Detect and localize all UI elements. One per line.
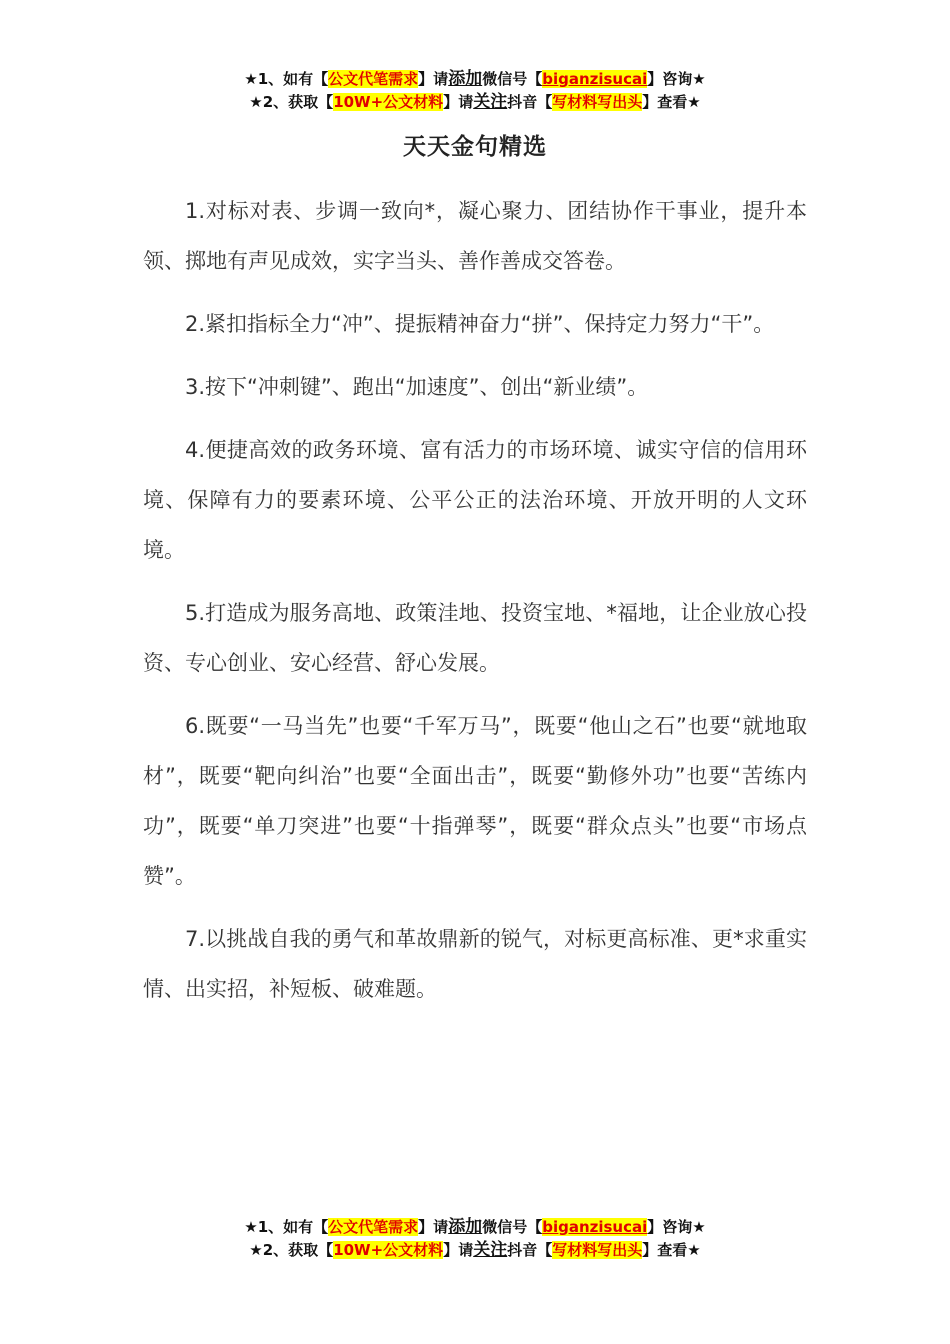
- emphasis-follow: 关注: [473, 92, 508, 112]
- highlight-materials: 10W+公文材料: [333, 1241, 444, 1259]
- paragraph-5: 5.打造成为服务高地、政策洼地、投资宝地、*福地，让企业放心投资、专心创业、安心经营、舒心发展。: [143, 601, 807, 675]
- wechat-id-link[interactable]: biganzisucai: [542, 70, 648, 88]
- banner-line-1: ★1、如有【公文代笔需求】请添加微信号【biganzisucai】咨询★: [244, 69, 706, 89]
- banner-line-1: ★1、如有【公文代笔需求】请添加微信号【biganzisucai】咨询★: [244, 1217, 706, 1237]
- highlight-service: 公文代笔需求: [328, 1218, 419, 1236]
- emphasis-follow: 关注: [473, 1240, 508, 1260]
- paragraph-4: 4.便捷高效的政务环境、富有活力的市场环境、诚实守信的信用环境、保障有力的要素环境、公平公正的法治环境、开放开明的人文环境。: [143, 438, 807, 562]
- banner-line-2: ★2、获取【10W+公文材料】请关注抖音【写材料写出头】查看★: [249, 92, 701, 112]
- emphasis-add: 添加: [448, 69, 483, 89]
- document-body: [143, 186, 807, 1027]
- douyin-account: 写材料写出头: [552, 93, 643, 111]
- paragraph-6: 6.既要“一马当先”也要“千军万马”，既要“他山之石”也要“就地取材”，既要“靶向纠治”也要“全面出击”，既要“勤修外功”也要“苦练内功”，既要“单刀突进”也要“十指弹琴”，既要“群众点头”也要“市场点赞”。: [143, 714, 807, 888]
- header-banner: [0, 68, 950, 114]
- footer-banner: [0, 1216, 950, 1262]
- paragraph-2: 2.紧扣指标全力“冲”、提振精神奋力“拼”、保持定力努力“干”。: [185, 312, 775, 336]
- wechat-id-link[interactable]: biganzisucai: [542, 1218, 648, 1236]
- paragraph-3: 3.按下“冲刺键”、跑出“加速度”、创出“新业绩”。: [185, 375, 649, 399]
- highlight-service: 公文代笔需求: [328, 70, 419, 88]
- paragraph-7: 7.以挑战自我的勇气和革故鼎新的锐气，对标更高标准、更*求重实情、出实招，补短板、破难题。: [143, 927, 807, 1001]
- page-title: 天天金句精选: [403, 134, 547, 160]
- paragraph-1: 1.对标对表、步调一致向*，凝心聚力、团结协作干事业，提升本领、掷地有声见成效，实字当头、善作善成交答卷。: [143, 199, 807, 273]
- emphasis-add: 添加: [448, 1217, 483, 1237]
- highlight-materials: 10W+公文材料: [333, 93, 444, 111]
- douyin-account: 写材料写出头: [552, 1241, 643, 1259]
- banner-line-2: ★2、获取【10W+公文材料】请关注抖音【写材料写出头】查看★: [249, 1240, 701, 1260]
